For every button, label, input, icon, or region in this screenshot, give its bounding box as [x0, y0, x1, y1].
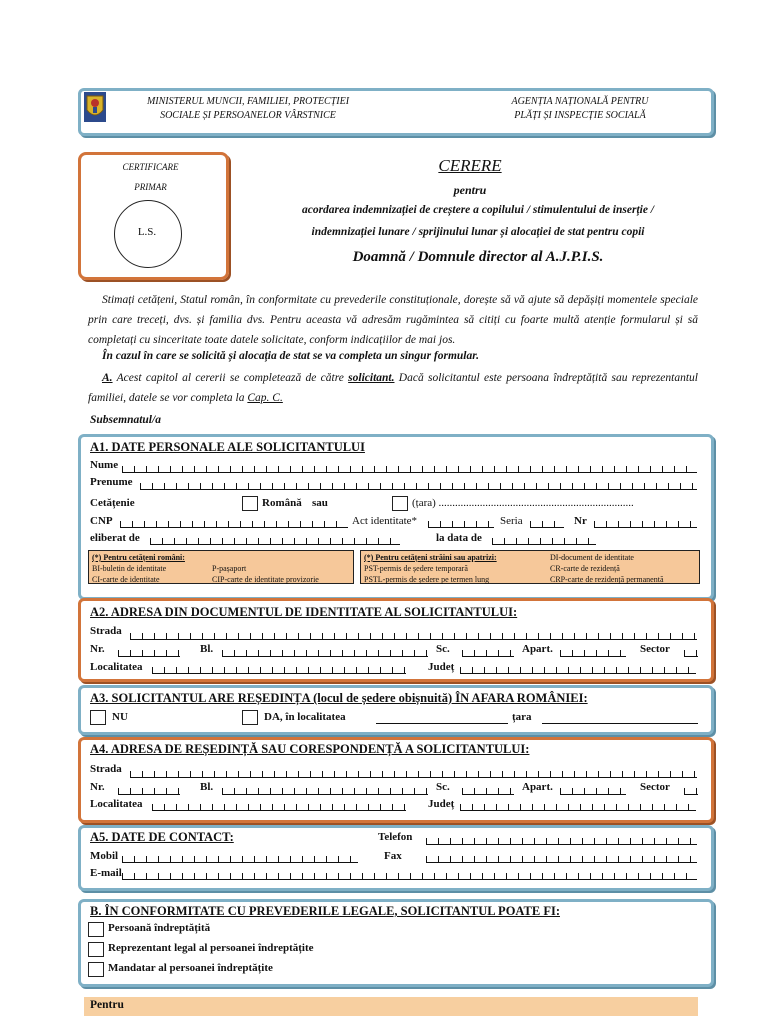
a3-localitate-input[interactable] — [376, 722, 508, 724]
a2-localitatea-input[interactable] — [152, 667, 406, 674]
a4-sc-label: Sc. — [436, 781, 450, 793]
cnp-label: CNP — [90, 515, 113, 527]
a2-bl-label: Bl. — [200, 643, 214, 655]
section-a4-title: A4. ADRESA DE REȘEDINȚĂ SAU CORESPONDENȚĂ A SOLICITANTULUI: — [90, 742, 530, 756]
persoana-indreptatita-checkbox[interactable] — [88, 922, 104, 937]
pentru-bar — [84, 997, 698, 1016]
agency-line1: AGENȚIA NAȚIONALĂ PENTRU — [511, 96, 649, 107]
a4-sector-input[interactable] — [684, 788, 698, 795]
a4-localitatea-label: Localitatea — [90, 798, 143, 810]
a2-judet-label: Județ — [428, 661, 455, 673]
ministry-name — [128, 95, 368, 123]
intro-single-form-note: În cazul în care se solicită și alocația de stat se va completa un singur formular. — [102, 350, 479, 362]
id-types-foreign-title: (*) Pentru cetățeni străini sau apatrizi: — [364, 553, 497, 562]
mobil-input[interactable] — [122, 856, 358, 863]
act-identitate-input[interactable] — [428, 521, 494, 528]
subsemnatul-label: Subsemnatul/a — [90, 414, 161, 426]
a2-sc-input[interactable] — [462, 650, 514, 657]
a2-nr-input[interactable] — [118, 650, 180, 657]
reprezentant-legal-label: Reprezentant legal al persoanei îndreptățite — [108, 942, 314, 954]
id-type-pst: PST-permis de ședere temporară — [364, 564, 468, 573]
id-type-ci: CI-carte de identitate — [92, 575, 160, 584]
a2-apart-label: Apart. — [522, 643, 553, 655]
a4-strada-label: Strada — [90, 763, 122, 775]
section-a-marker: A. — [102, 372, 113, 384]
agency-name — [480, 95, 680, 123]
eliberat-input[interactable] — [150, 538, 400, 545]
a4-nr-input[interactable] — [118, 788, 180, 795]
a4-sector-label: Sector — [640, 781, 670, 793]
persoana-indreptatita-label: Persoană îndreptățită — [108, 922, 211, 934]
ministry-line1: MINISTERUL MUNCII, FAMILIEI, PROTECȚIEI — [146, 96, 350, 107]
a2-sector-label: Sector — [640, 643, 670, 655]
nr-label: Nr — [574, 515, 587, 527]
id-type-pstl: PSTL-permis de ședere pe termen lung — [364, 575, 490, 584]
section-a3-title: A3. SOLICITANTUL ARE REȘEDINȚA (locul de ședere obișnuită) ÎN AFARA ROMÂNIEI: — [90, 691, 588, 705]
a4-bl-label: Bl. — [200, 781, 214, 793]
section-b-title: B. ÎN CONFORMITATE CU PREVEDERILE LEGALE, SOLICITANTUL POATE FI: — [90, 904, 560, 918]
prenume-input[interactable] — [140, 483, 697, 490]
seal-line2: PRIMAR — [134, 182, 167, 192]
cnp-input[interactable] — [120, 521, 348, 528]
seria-label: Seria — [500, 515, 523, 527]
a2-sc-label: Sc. — [436, 643, 450, 655]
a3-da-checkbox[interactable] — [242, 710, 258, 725]
la-data-label: la data de — [436, 532, 482, 544]
id-type-cip: CIP-carte de identitate provizorie — [212, 575, 319, 584]
a4-apart-label: Apart. — [522, 781, 553, 793]
form-subtitle: pentru — [453, 183, 487, 197]
agency-line2: PLĂȚI ȘI INSPECȚIE SOCIALĂ — [514, 110, 646, 121]
a4-bl-input[interactable] — [222, 788, 428, 795]
a2-bl-input[interactable] — [222, 650, 428, 657]
section-a5-title: A5. DATE DE CONTACT: — [90, 830, 234, 844]
fax-label: Fax — [384, 850, 402, 862]
romana-checkbox[interactable] — [242, 496, 258, 511]
id-type-crp: CRP-carte de rezidență permanentă — [550, 575, 664, 584]
seria-input[interactable] — [530, 521, 564, 528]
a2-nr-label: Nr. — [90, 643, 105, 655]
a2-strada-label: Strada — [90, 625, 122, 637]
a4-apart-input[interactable] — [560, 788, 626, 795]
a3-tara-input[interactable] — [542, 722, 698, 724]
a2-apart-input[interactable] — [560, 650, 626, 657]
cetatenie-label: Cetățenie — [90, 497, 135, 509]
id-types-romanian — [88, 550, 354, 584]
a3-nu-checkbox[interactable] — [90, 710, 106, 725]
section-a2-title: A2. ADRESA DIN DOCUMENTUL DE IDENTITATE AL SOLICITANTULUI: — [90, 605, 518, 619]
tara-checkbox[interactable] — [392, 496, 408, 511]
form-purpose-line1: acordarea indemnizației de creștere a copilului / stimulentului de inserție / — [301, 204, 655, 216]
stamp-label: L.S. — [137, 226, 157, 238]
a3-da-label: DA, în localitatea — [264, 711, 346, 723]
act-identitate-label: Act identitate* — [352, 515, 418, 527]
eliberat-label: eliberat de — [90, 532, 140, 544]
a4-strada-input[interactable] — [130, 771, 697, 778]
a2-judet-input[interactable] — [460, 667, 696, 674]
a3-nu-label: NU — [112, 711, 128, 723]
a2-strada-input[interactable] — [130, 633, 697, 640]
a3-tara-label: țara — [512, 711, 532, 723]
telefon-label: Telefon — [378, 831, 413, 843]
email-input[interactable] — [122, 873, 697, 880]
section-a-text1: Acest capitol al cererii se completează de către — [112, 372, 349, 384]
seal-line1: CERTIFICARE — [122, 162, 179, 172]
email-label: E-mail — [90, 867, 122, 879]
section-a-solicitant: solicitant. — [348, 372, 395, 384]
ministry-line2: SOCIALE ȘI PERSOANELOR VÂRSTNICE — [160, 110, 336, 121]
section-a1-title: A1. DATE PERSONALE ALE SOLICITANTULUI — [90, 440, 365, 454]
a4-judet-label: Județ — [428, 798, 455, 810]
a4-sc-input[interactable] — [462, 788, 514, 795]
reprezentant-legal-checkbox[interactable] — [88, 942, 104, 957]
intro-paragraph: Stimați cetățeni, Statul român, în conformitate cu prevederile constituționale, dorește să vă ajute să depășiți momentele speciale prin care treceți, dvs. și familia dvs. Pentru aceasta vă adresăm rugămintea să citiți cu foarte multă atenție formularul și să completați cu sinceritate toate datele solicitate, conform indicațiilor de mai jos. — [88, 294, 698, 346]
a4-nr-label: Nr. — [90, 781, 105, 793]
id-type-bi: BI-buletin de identitate — [92, 564, 167, 573]
prenume-label: Prenume — [90, 476, 133, 488]
pentru-label: Pentru — [90, 999, 124, 1011]
nume-label: Nume — [90, 459, 119, 471]
form-purpose-line2: indemnizației lunare / sprijinului lunar și alocației de stat pentru copii — [311, 226, 645, 238]
id-type-di: DI-document de identitate — [550, 553, 634, 562]
a2-sector-input[interactable] — [684, 650, 698, 657]
a2-localitatea-label: Localitatea — [90, 661, 143, 673]
telefon-input[interactable] — [426, 838, 697, 845]
a4-judet-input[interactable] — [460, 804, 696, 811]
section-a-text2: Dacă solicitantul este persoana îndreptățită sau reprezentantul familiei, datele se vor completa la — [88, 372, 698, 404]
intro-section-a-note — [88, 368, 698, 408]
form-addressee: Doamnă / Domnule director al A.J.P.I.S. — [352, 249, 604, 265]
tara-label: (țara) ....................................................................... — [412, 497, 634, 509]
nr-input[interactable] — [594, 521, 697, 528]
nume-input[interactable] — [122, 466, 697, 473]
id-types-romanian-title: (*) Pentru cetățeni români: — [92, 553, 185, 562]
a4-localitatea-input[interactable] — [152, 804, 406, 811]
id-type-p: P-pașaport — [212, 564, 247, 573]
id-types-foreign — [360, 550, 700, 584]
mandatar-label: Mandatar al persoanei îndreptățite — [108, 962, 273, 974]
form-title: CERERE — [438, 156, 502, 175]
mandatar-checkbox[interactable] — [88, 962, 104, 977]
romana-label: Română — [262, 497, 302, 509]
id-type-cr: CR-carte de rezidență — [550, 564, 620, 573]
la-data-input[interactable] — [492, 538, 596, 545]
romania-coat-of-arms-icon — [84, 92, 106, 127]
section-a-cap-c-link[interactable]: Cap. C. — [247, 392, 283, 404]
mobil-label: Mobil — [90, 850, 119, 862]
sau-label: sau — [312, 497, 328, 509]
fax-input[interactable] — [426, 856, 697, 863]
